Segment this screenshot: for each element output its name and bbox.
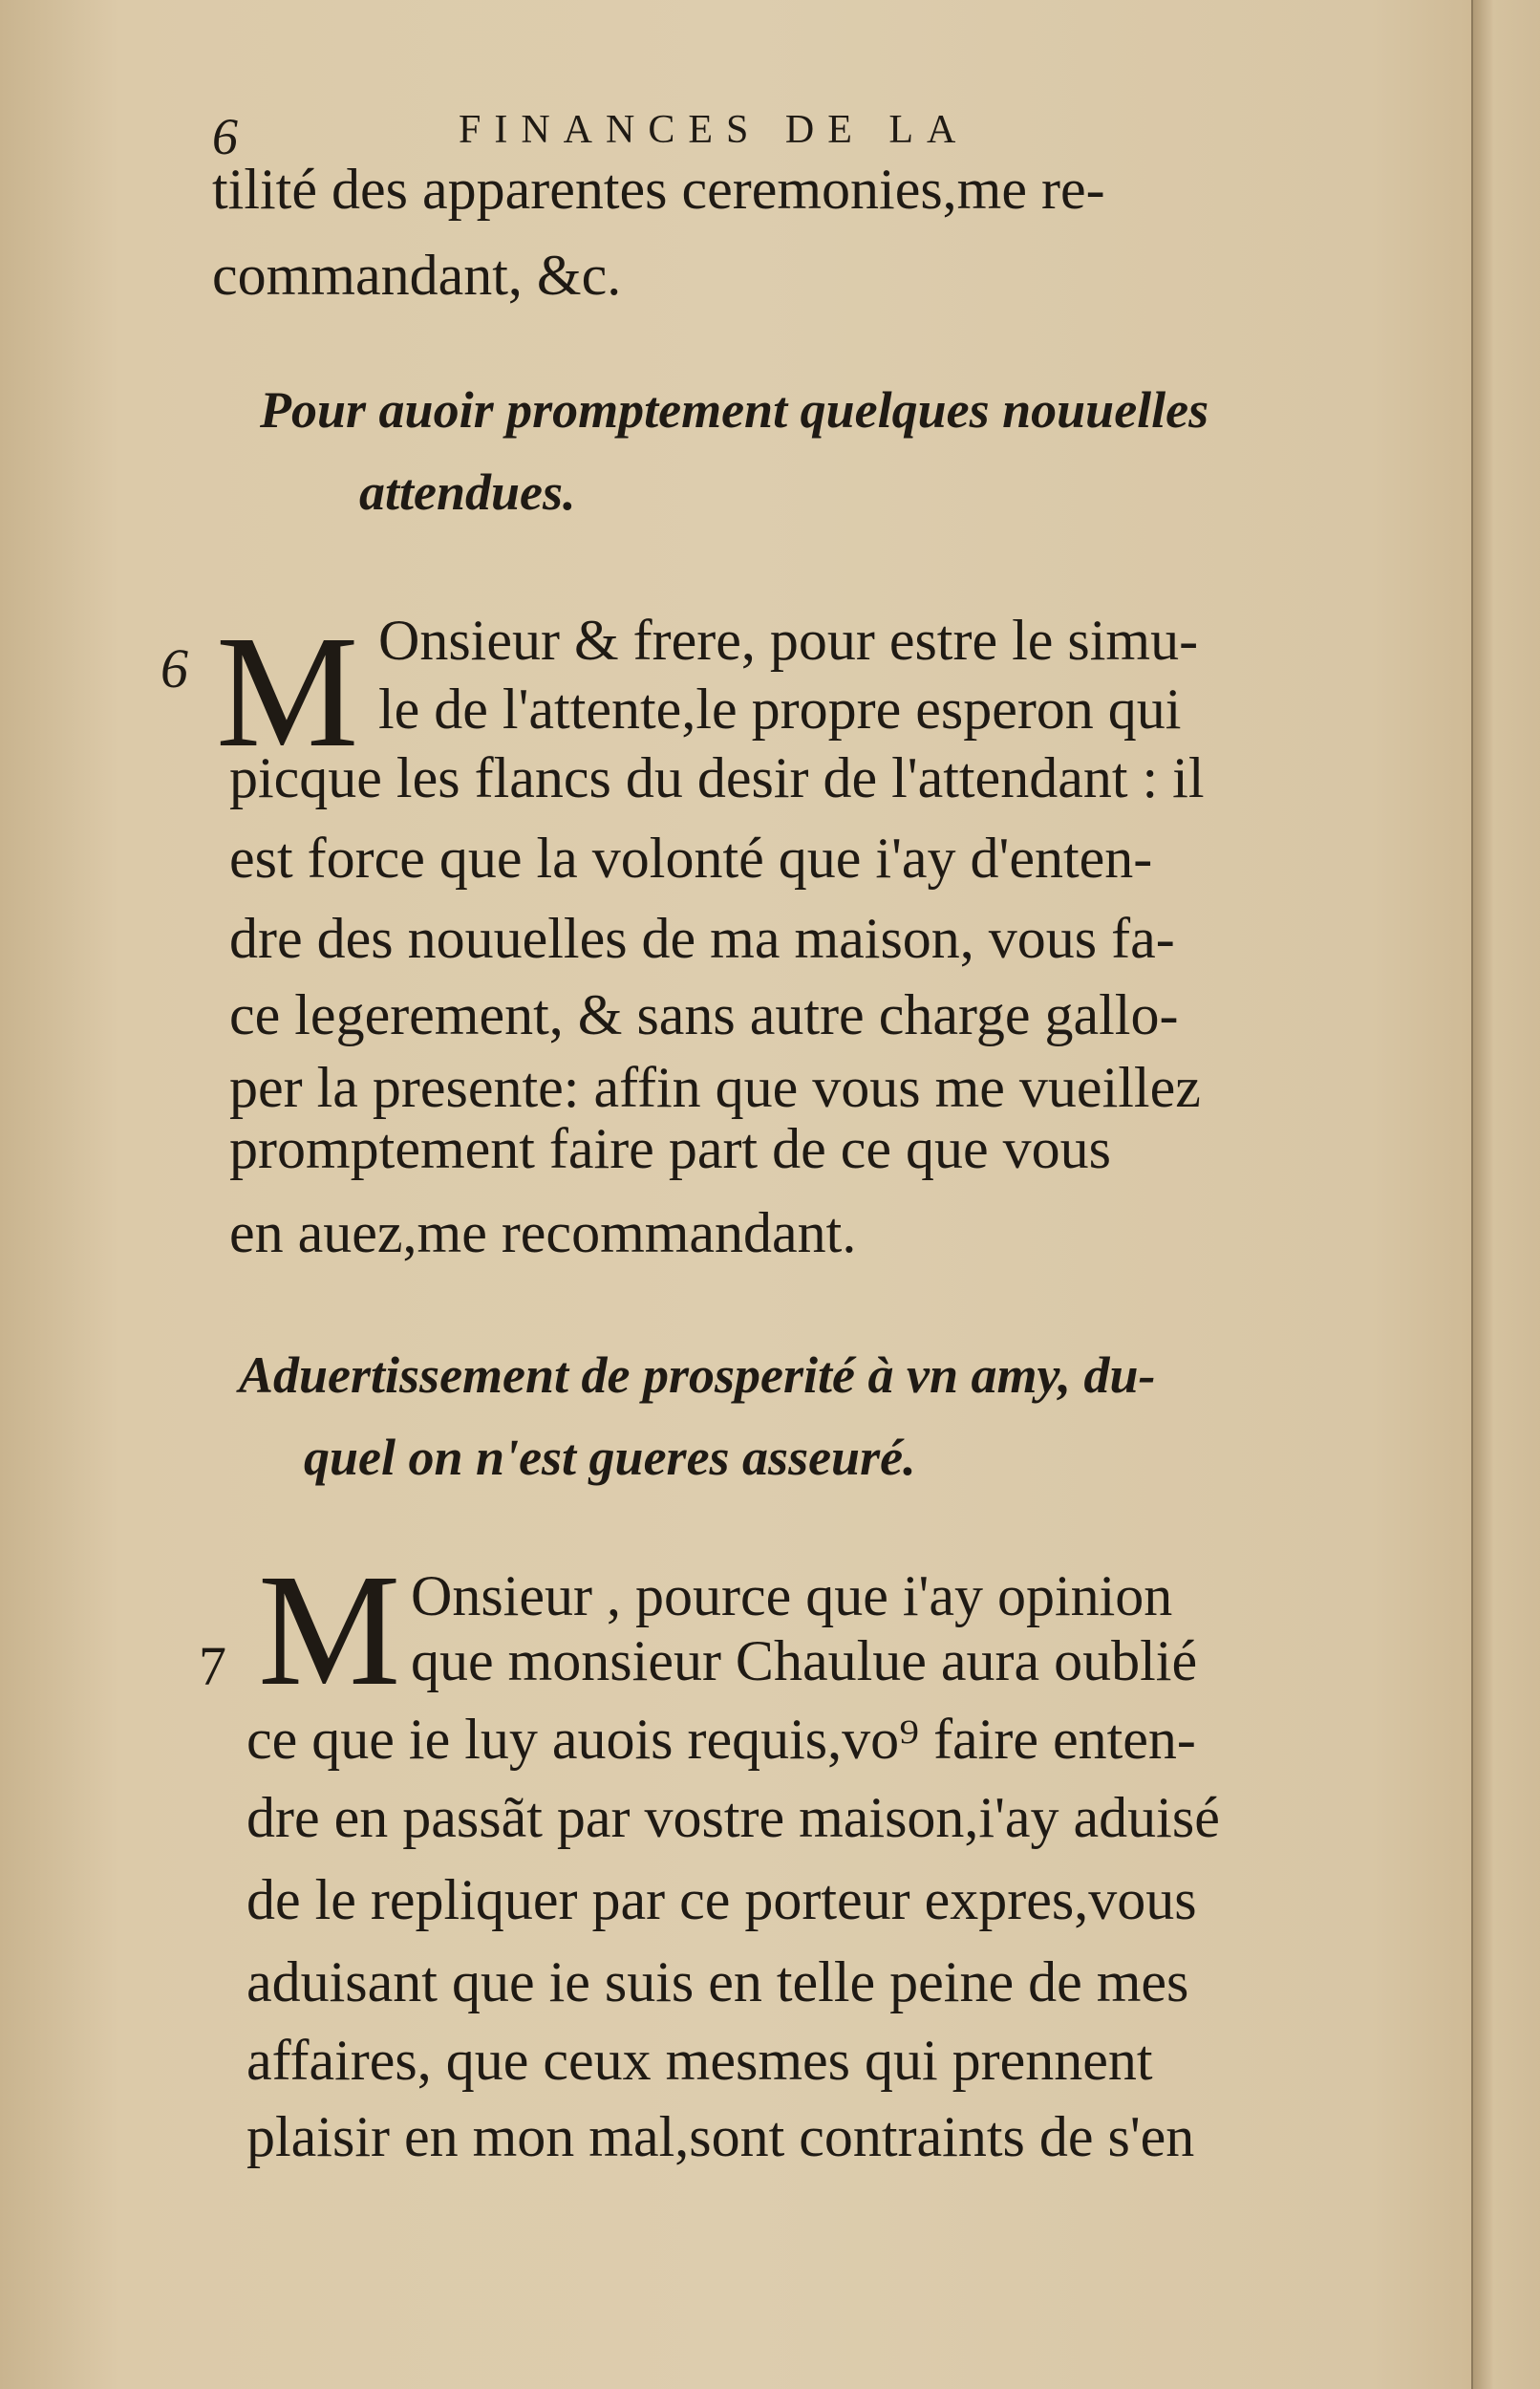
text-line: le de l'attente,le propre esperon qui [378,678,1182,741]
letter-heading: Aduertissement de prosperité à vn amy, du- [239,1346,1156,1404]
text-line: picque les flancs du desir de l'attendant : il [229,746,1205,809]
drop-capital: M [216,603,359,781]
text-line: est force que la volonté que i'ay d'enten- [229,827,1153,890]
drop-capital: M [258,1541,401,1719]
running-title: FINANCES DE LA [459,108,970,152]
text-line: ce que ie luy auois requis,vo⁹ faire enten- [246,1708,1196,1771]
text-line: affaires, que ceux mesmes qui prennent [246,2029,1153,2092]
text-line: que monsieur Chaulue aura oublié [411,1629,1198,1692]
text-line: de le repliquer par ce porteur expres,vous [246,1868,1197,1931]
text-line: tilité des apparentes ceremonies,me re- [212,158,1105,221]
text-line: aduisant que ie suis en telle peine de mes [246,1950,1189,2013]
text-line: Onsieur , pource que i'ay opinion [411,1564,1173,1627]
letter-number: 6 [160,637,188,699]
letter-number: 7 [199,1635,226,1697]
letter-heading: attendues. [359,463,576,521]
text-line: promptement faire part de ce que vous [229,1117,1111,1180]
text-line: commandant, &c. [212,244,622,307]
page-number: 6 [212,108,238,165]
letter-heading: Pour auoir promptement quelques nouuelles [260,381,1209,439]
text-line: dre des nouuelles de ma maison, vous fa- [229,907,1175,970]
text-line: plaisir en mon mal,sont contraints de s'en [246,2105,1195,2168]
page-gutter [1471,0,1540,2389]
letter-heading: quel on n'est gueres asseuré. [304,1429,916,1486]
text-line: ce legerement, & sans autre charge gallo- [229,983,1179,1046]
text-line: per la presente: affin que vous me vueillez [229,1056,1201,1119]
text-line: en auez,me recommandant. [229,1201,857,1264]
text-line: Onsieur & frere, pour estre le simu- [378,609,1199,672]
text-line: dre en passãt par vostre maison,i'ay aduisé [246,1786,1220,1849]
